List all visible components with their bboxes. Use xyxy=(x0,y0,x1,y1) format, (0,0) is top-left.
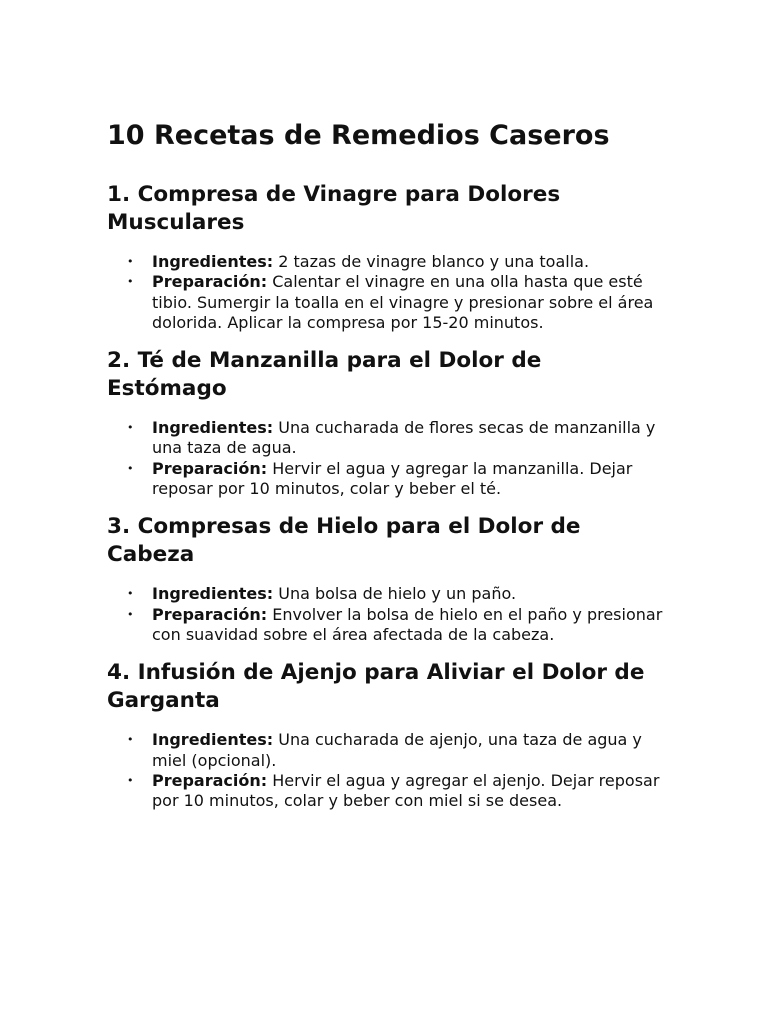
bullet-icon: • xyxy=(127,255,134,268)
list-item xyxy=(127,604,667,646)
bullet-icon: • xyxy=(127,275,134,289)
bullet-icon: • xyxy=(127,587,134,601)
recipe-heading: 3. Compresas de Hielo para el Dolor de Cabeza xyxy=(107,514,581,567)
list-item xyxy=(127,730,667,771)
recipe-section xyxy=(107,181,667,333)
preparation-label: Preparación: xyxy=(152,272,268,292)
bullet-icon: • xyxy=(127,461,134,475)
recipe-heading: 1. Compresa de Vinagre para Dolores Musculares xyxy=(107,182,561,235)
list-item xyxy=(127,252,667,272)
ingredients-text: Una cucharada de flores secas de manzanilla y una taza de agua. xyxy=(152,418,656,458)
recipe-list xyxy=(107,252,667,333)
bullet-icon: • xyxy=(127,773,134,787)
list-item xyxy=(127,458,667,500)
ingredients-label: Ingredientes: xyxy=(152,252,274,271)
preparation-label: Preparación: xyxy=(152,458,268,478)
bullet-icon: • xyxy=(127,421,134,435)
preparation-text: Hervir el agua y agregar la manzanilla. Dejar reposar por 10 minutos, colar y beber el té. xyxy=(152,458,633,499)
document-page xyxy=(107,118,667,825)
recipe-section xyxy=(107,659,667,811)
recipe-section xyxy=(107,347,667,499)
recipe-list xyxy=(107,418,667,499)
preparation-text: Envolver la bolsa de hielo en el paño y presionar con suavidad sobre el área afectada de la cabeza. xyxy=(152,604,663,644)
document-title: 10 Recetas de Remedios Caseros xyxy=(107,120,610,151)
bullet-icon: • xyxy=(127,607,134,621)
ingredients-label: Ingredientes: xyxy=(152,418,274,438)
list-item xyxy=(127,272,667,333)
ingredients-label: Ingredientes: xyxy=(152,730,274,750)
preparation-text: Hervir el agua y agregar el ajenjo. Dejar reposar por 10 minutos, colar y beber con miel si se desea. xyxy=(152,770,660,811)
bullet-icon: • xyxy=(127,733,134,747)
recipe-list xyxy=(107,584,667,645)
list-item xyxy=(127,418,667,459)
ingredients-text: Una bolsa de hielo y un paño. xyxy=(278,584,517,604)
recipe-heading: 2. Té de Manzanilla para el Dolor de Estómago xyxy=(107,348,542,401)
list-item xyxy=(127,584,667,604)
recipe-list xyxy=(107,730,667,811)
list-item xyxy=(127,770,667,812)
preparation-label: Preparación: xyxy=(152,770,268,790)
ingredients-text: 2 tazas de vinagre blanco y una toalla. xyxy=(278,252,590,271)
recipe-heading: 4. Infusión de Ajenjo para Aliviar el Dolor de Garganta xyxy=(107,660,645,713)
ingredients-text: Una cucharada de ajenjo, una taza de agua y miel (opcional). xyxy=(152,730,642,770)
preparation-text: Calentar el vinagre en una olla hasta que esté tibio. Sumergir la toalla en el vinagre y presionar sobre el área dolorida. Aplicar la compresa por 15-20 minutos. xyxy=(152,272,654,332)
preparation-label: Preparación: xyxy=(152,604,268,624)
ingredients-label: Ingredientes: xyxy=(152,584,274,604)
recipe-section xyxy=(107,513,667,645)
